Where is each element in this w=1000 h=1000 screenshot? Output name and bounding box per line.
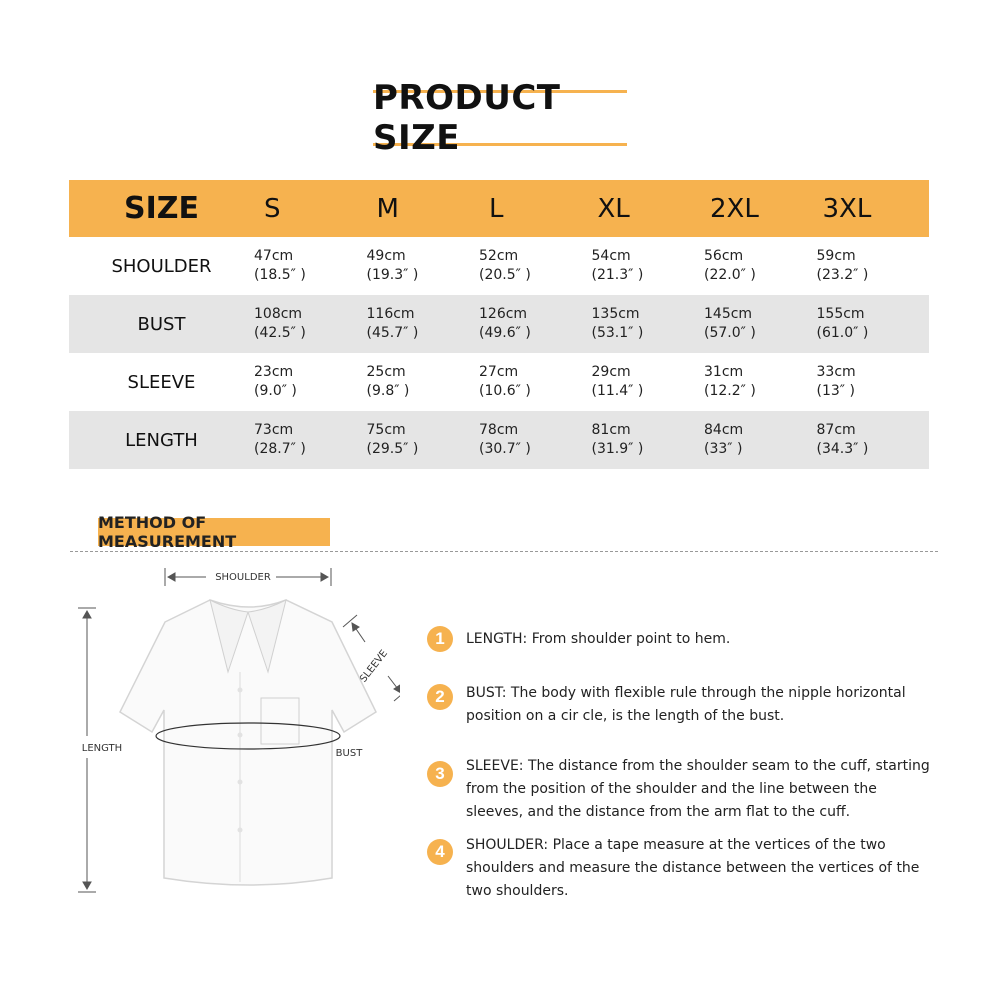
inch-value: (33″ ) [704, 441, 743, 457]
inch-value: (13″ ) [816, 383, 855, 399]
measurement-cell [254, 237, 367, 295]
cm-value: 59cm [816, 248, 856, 264]
step-shoulder [427, 839, 931, 903]
cm-value: 31cm [704, 364, 744, 380]
measurement-cell [592, 295, 705, 353]
size-label: 3XL [822, 193, 872, 224]
inch-value: (42.5″ ) [254, 325, 306, 341]
cm-value: 54cm [591, 248, 631, 264]
shoulder-label: SHOULDER [215, 572, 271, 583]
cm-value: 81cm [591, 422, 631, 438]
cm-value: 126cm [479, 306, 528, 322]
inch-value: (9.8″ ) [366, 383, 410, 399]
inch-value: (45.7″ ) [366, 325, 419, 341]
divider [70, 551, 938, 552]
row-label-sleeve: SLEEVE [127, 371, 196, 393]
cm-value: 33cm [816, 364, 856, 380]
measurement-cell [704, 295, 817, 353]
sleeve-label: SLEEVE [358, 648, 390, 685]
inch-value: (20.5″ ) [479, 267, 531, 283]
title-frame [373, 78, 627, 158]
measurement-cell [704, 411, 817, 469]
step-text: LENGTH: From shoulder point to hem. [466, 631, 731, 647]
cm-value: 47cm [254, 248, 294, 264]
inch-value: (31.9″ ) [591, 441, 644, 457]
inch-value: (30.7″ ) [479, 441, 531, 457]
step-text: SHOULDER: Place a tape measure at the vertices of the two shoulders and measure the distance between the vertices of the two shoulders. [466, 837, 920, 899]
cm-value: 25cm [366, 364, 406, 380]
size-label: S [264, 193, 281, 224]
cm-value: 29cm [591, 364, 631, 380]
method-heading: METHOD OF MEASUREMENT [98, 518, 330, 546]
measurement-cell [367, 411, 480, 469]
cm-value: 145cm [704, 306, 753, 322]
inch-value: (12.2″ ) [704, 383, 756, 399]
measurement-cell [704, 237, 817, 295]
measurement-cell [817, 411, 930, 469]
inch-value: (57.0″ ) [704, 325, 756, 341]
cm-value: 87cm [816, 422, 856, 438]
size-label: M [376, 193, 399, 224]
inch-value: (28.7″ ) [254, 441, 306, 457]
length-label: LENGTH [81, 743, 123, 754]
inch-value: (11.4″ ) [591, 383, 644, 399]
measurement-cell [254, 411, 367, 469]
step-bust [427, 684, 931, 728]
table-row [69, 295, 929, 353]
inch-value: (49.6″ ) [479, 325, 531, 341]
inch-value: (53.1″ ) [591, 325, 644, 341]
inch-value: (22.0″ ) [704, 267, 756, 283]
size-header-2xl [704, 180, 817, 237]
cm-value: 135cm [591, 306, 640, 322]
inch-value: (19.3″ ) [366, 267, 419, 283]
measurement-cell [817, 295, 930, 353]
measurement-cell [479, 411, 592, 469]
step-number-badge: 4 [427, 839, 453, 865]
inch-value: (21.3″ ) [591, 267, 644, 283]
size-label: XL [597, 193, 630, 224]
table-row [69, 353, 929, 411]
cm-value: 155cm [816, 306, 865, 322]
row-label-bust: BUST [69, 295, 254, 353]
cm-value: 49cm [366, 248, 406, 264]
row-label-length: LENGTH [69, 411, 254, 469]
size-header-xl [592, 180, 705, 237]
inch-value: (29.5″ ) [366, 441, 419, 457]
cm-value: 23cm [254, 364, 294, 380]
measurement-cell [479, 295, 592, 353]
step-text: SLEEVE: The distance from the shoulder seam to the cuff, starting from the position of the shoulder and the line between the sleeves, and the distance from the arm flat to the cuff. [466, 758, 930, 820]
inch-value: (23.2″ ) [816, 267, 869, 283]
table-row [69, 411, 929, 469]
cm-value: 73cm [254, 422, 294, 438]
measurement-cell [367, 295, 480, 353]
measurement-cell [592, 237, 705, 295]
page-title: PRODUCT SIZE [373, 78, 561, 158]
inch-value: (10.6″ ) [479, 383, 531, 399]
measurement-cell [479, 237, 592, 295]
step-number-badge: 3 [427, 761, 453, 787]
cm-value: 56cm [704, 248, 744, 264]
step-length [427, 626, 931, 652]
measurement-cell [254, 295, 367, 353]
table-row [69, 237, 929, 295]
measurement-cell [254, 353, 367, 411]
measurement-cell [479, 353, 592, 411]
cm-value: 27cm [479, 364, 519, 380]
inch-value: (61.0″ ) [816, 325, 869, 341]
size-header-3xl [817, 180, 930, 237]
shirt-diagram [60, 560, 400, 900]
inch-value: (34.3″ ) [816, 441, 869, 457]
table-header-row [69, 180, 929, 237]
bust-label: BUST [335, 748, 363, 759]
step-number-badge: 2 [427, 684, 453, 710]
size-header-l [479, 180, 592, 237]
row-label-shoulder: SHOULDER [111, 255, 212, 277]
measurement-cell [367, 237, 480, 295]
cm-value: 108cm [254, 306, 303, 322]
cm-value: 75cm [366, 422, 406, 438]
size-label: 2XL [710, 193, 759, 224]
step-sleeve [427, 758, 931, 824]
measurement-cell [817, 353, 930, 411]
cm-value: 52cm [479, 248, 519, 264]
cm-value: 78cm [479, 422, 519, 438]
measurement-cell [592, 353, 705, 411]
size-chart-table [69, 180, 929, 469]
size-label: L [489, 193, 504, 224]
measurement-cell [704, 353, 817, 411]
measurement-cell [817, 237, 930, 295]
cm-value: 84cm [704, 422, 744, 438]
measurement-cell [592, 411, 705, 469]
shirt-shape [120, 600, 376, 885]
step-text: BUST: The body with flexible rule through the nipple horizontal position on a cir cle, is the length of the bust. [466, 685, 906, 724]
inch-value: (18.5″ ) [254, 267, 306, 283]
inch-value: (9.0″ ) [254, 383, 297, 399]
step-number-badge: 1 [427, 626, 453, 652]
size-header-s [254, 180, 367, 237]
cm-value: 116cm [366, 306, 415, 322]
measurement-cell [367, 353, 480, 411]
size-column-header: SIZE [69, 180, 254, 237]
size-header-m [367, 180, 480, 237]
